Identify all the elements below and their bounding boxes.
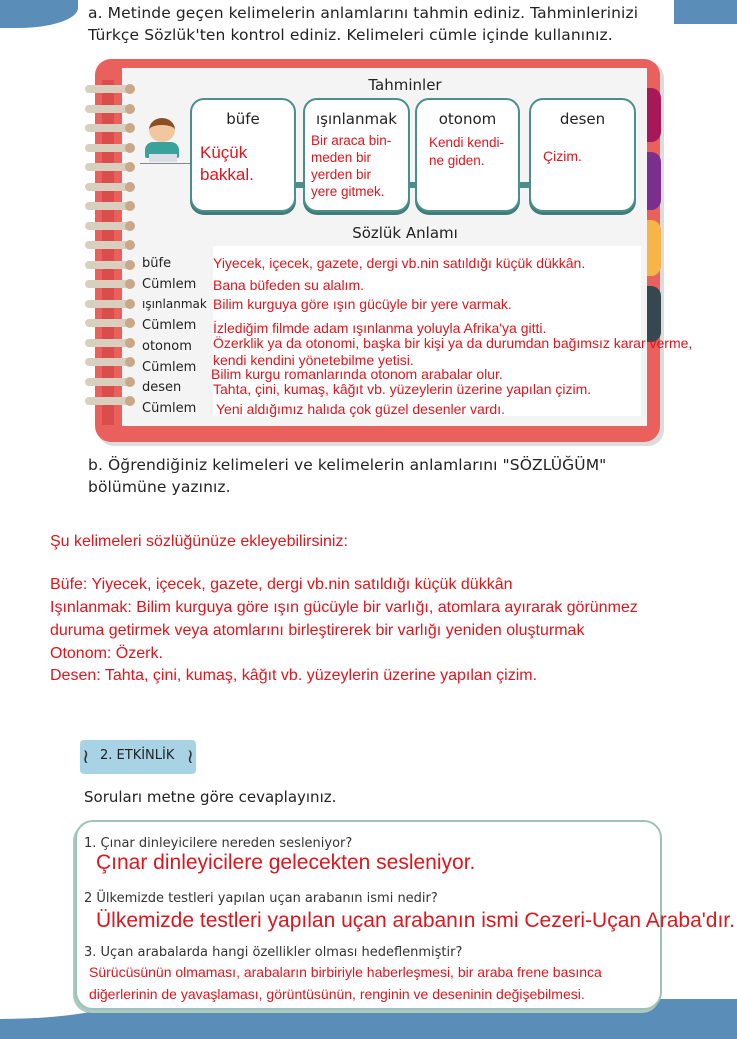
wave-edge-icon: ≀ [186,744,194,768]
dict-label: Cümlem [142,277,197,292]
instruction-b: b. Öğrendiğiniz kelimeleri ve kelimelerin anlamlarını "SÖZLÜĞÜM" bölümüne yazınız. [88,456,607,496]
dict-value: Bilim kurguya göre ışın gücüyle bir yere varmak. [213,296,512,312]
dict-value: Tahta, çini, kumaş, kâğıt vb. yüzeylerin üzerine yapılan çizim. [213,381,592,397]
activity-instruction: Soruları metne göre cevaplayınız. [84,788,337,806]
question-3: 3. Uçan arabalarda hangi özellikler olması hedeflenmiştir? [84,945,463,960]
notebook-tab-2 [647,152,661,210]
dict-value: kendi kendini yönetebilme yetisi. [213,352,414,368]
spiral-ring [85,339,133,347]
notebook-tab-1 [647,88,661,142]
dict-value: Yeni aldığımız halıda çok güzel desenler vardı. [216,401,505,417]
guess-card-word: otonom [438,110,497,128]
answer-3-line-1: Sürücüsünün olmaması, arabaların birbiriyle haberleşmesi, bir araba frene basınca [89,964,602,980]
dict-value: İzlediğim filmde adam ışınlanma yoluyla Afrika'ya gitti. [213,320,547,336]
suggestion-line: Otonom: Özerk. [50,645,163,662]
spiral-ring [85,105,133,113]
spiral-ring [85,124,133,132]
suggestion-line: Işınlanmak: Bilim kurguya göre ışın gücüyle bir varlığı, atomlara ayırarak görünmez [50,599,638,616]
dict-label: Cümlem [142,401,197,416]
spiral-ring [85,222,133,230]
guess-card-word: ışınlanmak [315,110,397,128]
guess-card-bufe [190,98,296,212]
suggestion-line: duruma getirmek veya atomlarını birleştirerek bir varlığı yeniden oluşturmak [50,622,585,639]
spiral-ring [85,378,133,386]
guess-card-isinlanmak [303,98,410,212]
dict-label: ışınlanmak [142,297,207,311]
spiral-ring [85,280,133,288]
dict-label: Cümlem [142,360,197,375]
spiral-ring [85,144,133,152]
guess-card-word: büfe [226,110,260,128]
spiral-ring [85,397,133,405]
desk-line [140,163,190,164]
spiral-ring [85,261,133,269]
dict-value: Bana büfeden su alalım. [213,277,364,293]
notebook-tab-4 [647,286,661,342]
guesses-title: Tahminler [368,76,442,94]
guess-card-answer: Kendi kendi- ne giden. [429,135,505,168]
instruction-a: a. Metinde geçen kelimelerin anlamlarını tahmin ediniz. Tahminlerinizi Türkçe Sözlük'ten kontrol ediniz. Kelimeleri cümle içinde kullanınız. [88,4,639,44]
spiral-ring [85,183,133,191]
spiral-ring [85,241,133,249]
dict-label: büfe [142,256,172,271]
answer-1: Çınar dinleyicilere gelecekten sesleniyor. [96,851,476,874]
dict-value: Yiyecek, içecek, gazete, dergi vb.nin satıldığı küçük dükkân. [213,255,586,271]
spiral-ring [85,163,133,171]
dict-label: desen [142,380,182,395]
corner-decoration-top-right [674,0,737,24]
guess-card-word: desen [559,110,606,128]
guess-card-answer: Çizim. [543,148,582,164]
spiral-ring [85,85,133,93]
spiral-ring [85,300,133,308]
question-2: 2 Ülkemizde testleri yapılan uçan arabanın ismi nedir? [84,891,438,906]
spiral-ring [85,202,133,210]
guess-card-otonom [415,98,520,212]
question-1: 1. Çınar dinleyicilere nereden sesleniyor? [84,836,353,851]
activity-badge [80,740,196,774]
notebook-tab-3 [647,220,661,276]
suggestion-line: Desen: Tahta, çini, kumaş, kâğıt vb. yüzeylerin üzerine yapılan çizim. [50,667,538,684]
dict-value: Bilim kurgu romanlarında otonom arabalar olur. [211,366,503,382]
spiral-ring [85,319,133,327]
dictionary-meaning-title: Sözlük Anlamı [352,224,458,242]
spiral-ring [85,358,133,366]
guess-card-desen [529,98,636,212]
suggestions-heading: Şu kelimeleri sözlüğünüze ekleyebilirsiniz: [50,533,348,550]
answer-2: Ülkemizde testleri yapılan uçan arabanın ismi Cezeri-Uçan Araba'dır. [96,909,735,932]
guess-card-answer: Küçük bakkal. [200,143,254,184]
corner-decoration-top-left [0,0,78,28]
wave-edge-icon: ≀ [82,744,90,768]
suggestion-line: Büfe: Yiyecek, içecek, gazete, dergi vb.nin satıldığı küçük dükkân [50,576,513,593]
answer-3-line-2: diğerlerinin de yavaşlaması, görüntüsünün, renginin ve deseninin değişebilmesi. [89,986,585,1002]
dict-label: Cümlem [142,318,197,333]
guess-card-answer: Bir araca bin- meden bir yerden bir yere gitmek. [311,133,392,199]
activity-badge-label: 2. ETKİNLİK [100,748,175,763]
dict-value: Özerklik ya da otonomi, başka bir kişi ya da durumdan bağımsız karar verme, [213,335,693,351]
dict-label: otonom [142,339,192,354]
boy-illustration [143,118,183,164]
